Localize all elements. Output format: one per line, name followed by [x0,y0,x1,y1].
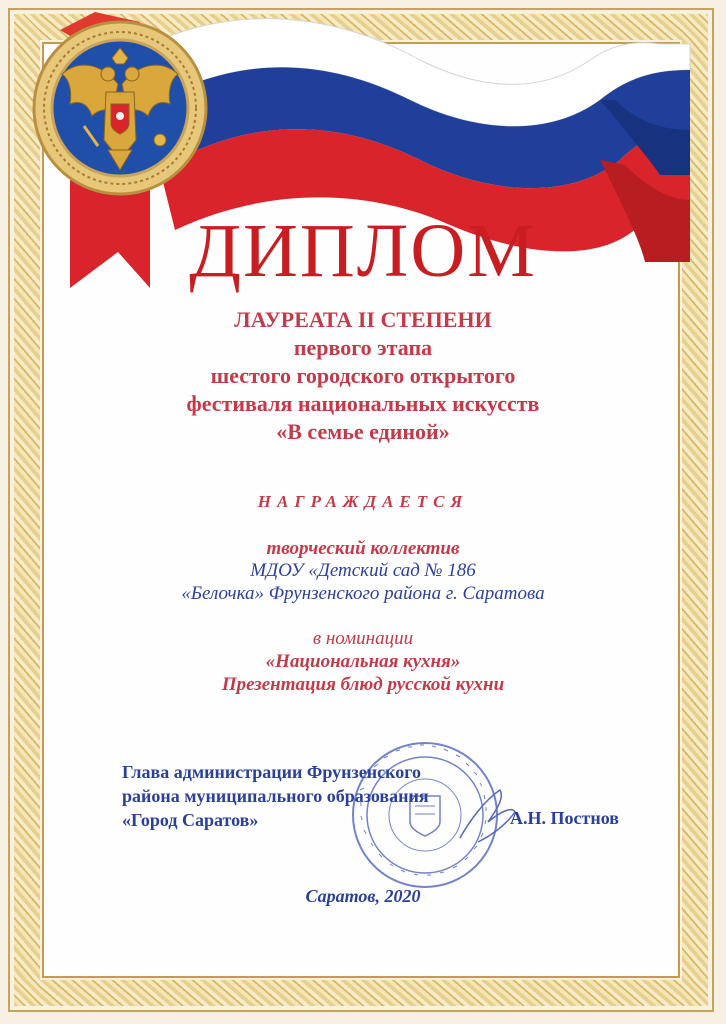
place-date: Саратов, 2020 [305,886,421,906]
festival-name: «В семье единой» [276,419,450,444]
signature-line-1: Глава администрации Фрунзенского [122,762,421,782]
nomination-label: в номинации [312,628,414,649]
recipient-line-2: «Белочка» Фрунзенского района г. Саратова [181,583,545,604]
laureate-degree: ЛАУРЕАТА II СТЕПЕНИ [234,307,492,332]
festival-line-2: фестиваля национальных искусств [186,391,540,416]
signature-line-2: района муниципального образования [122,786,429,806]
signer-name: А.Н. Постнов [510,808,619,828]
signature-block [122,760,429,832]
recipient-label: творческий коллектив [266,538,460,559]
nomination-detail: Презентация блюд русской кухни [221,674,505,695]
nomination-name: «Национальная кухня» [265,651,461,672]
awarded-label: НАГРАЖДАЕТСЯ [257,492,469,511]
stage-line: первого этапа [293,335,433,360]
signature-line-3: «Город Саратов» [122,810,259,830]
diploma-title: ДИПЛОМ [189,209,537,293]
festival-line-1: шестого городского открытого [210,363,516,388]
recipient-line-1: МДОУ «Детский сад № 186 [250,560,476,581]
